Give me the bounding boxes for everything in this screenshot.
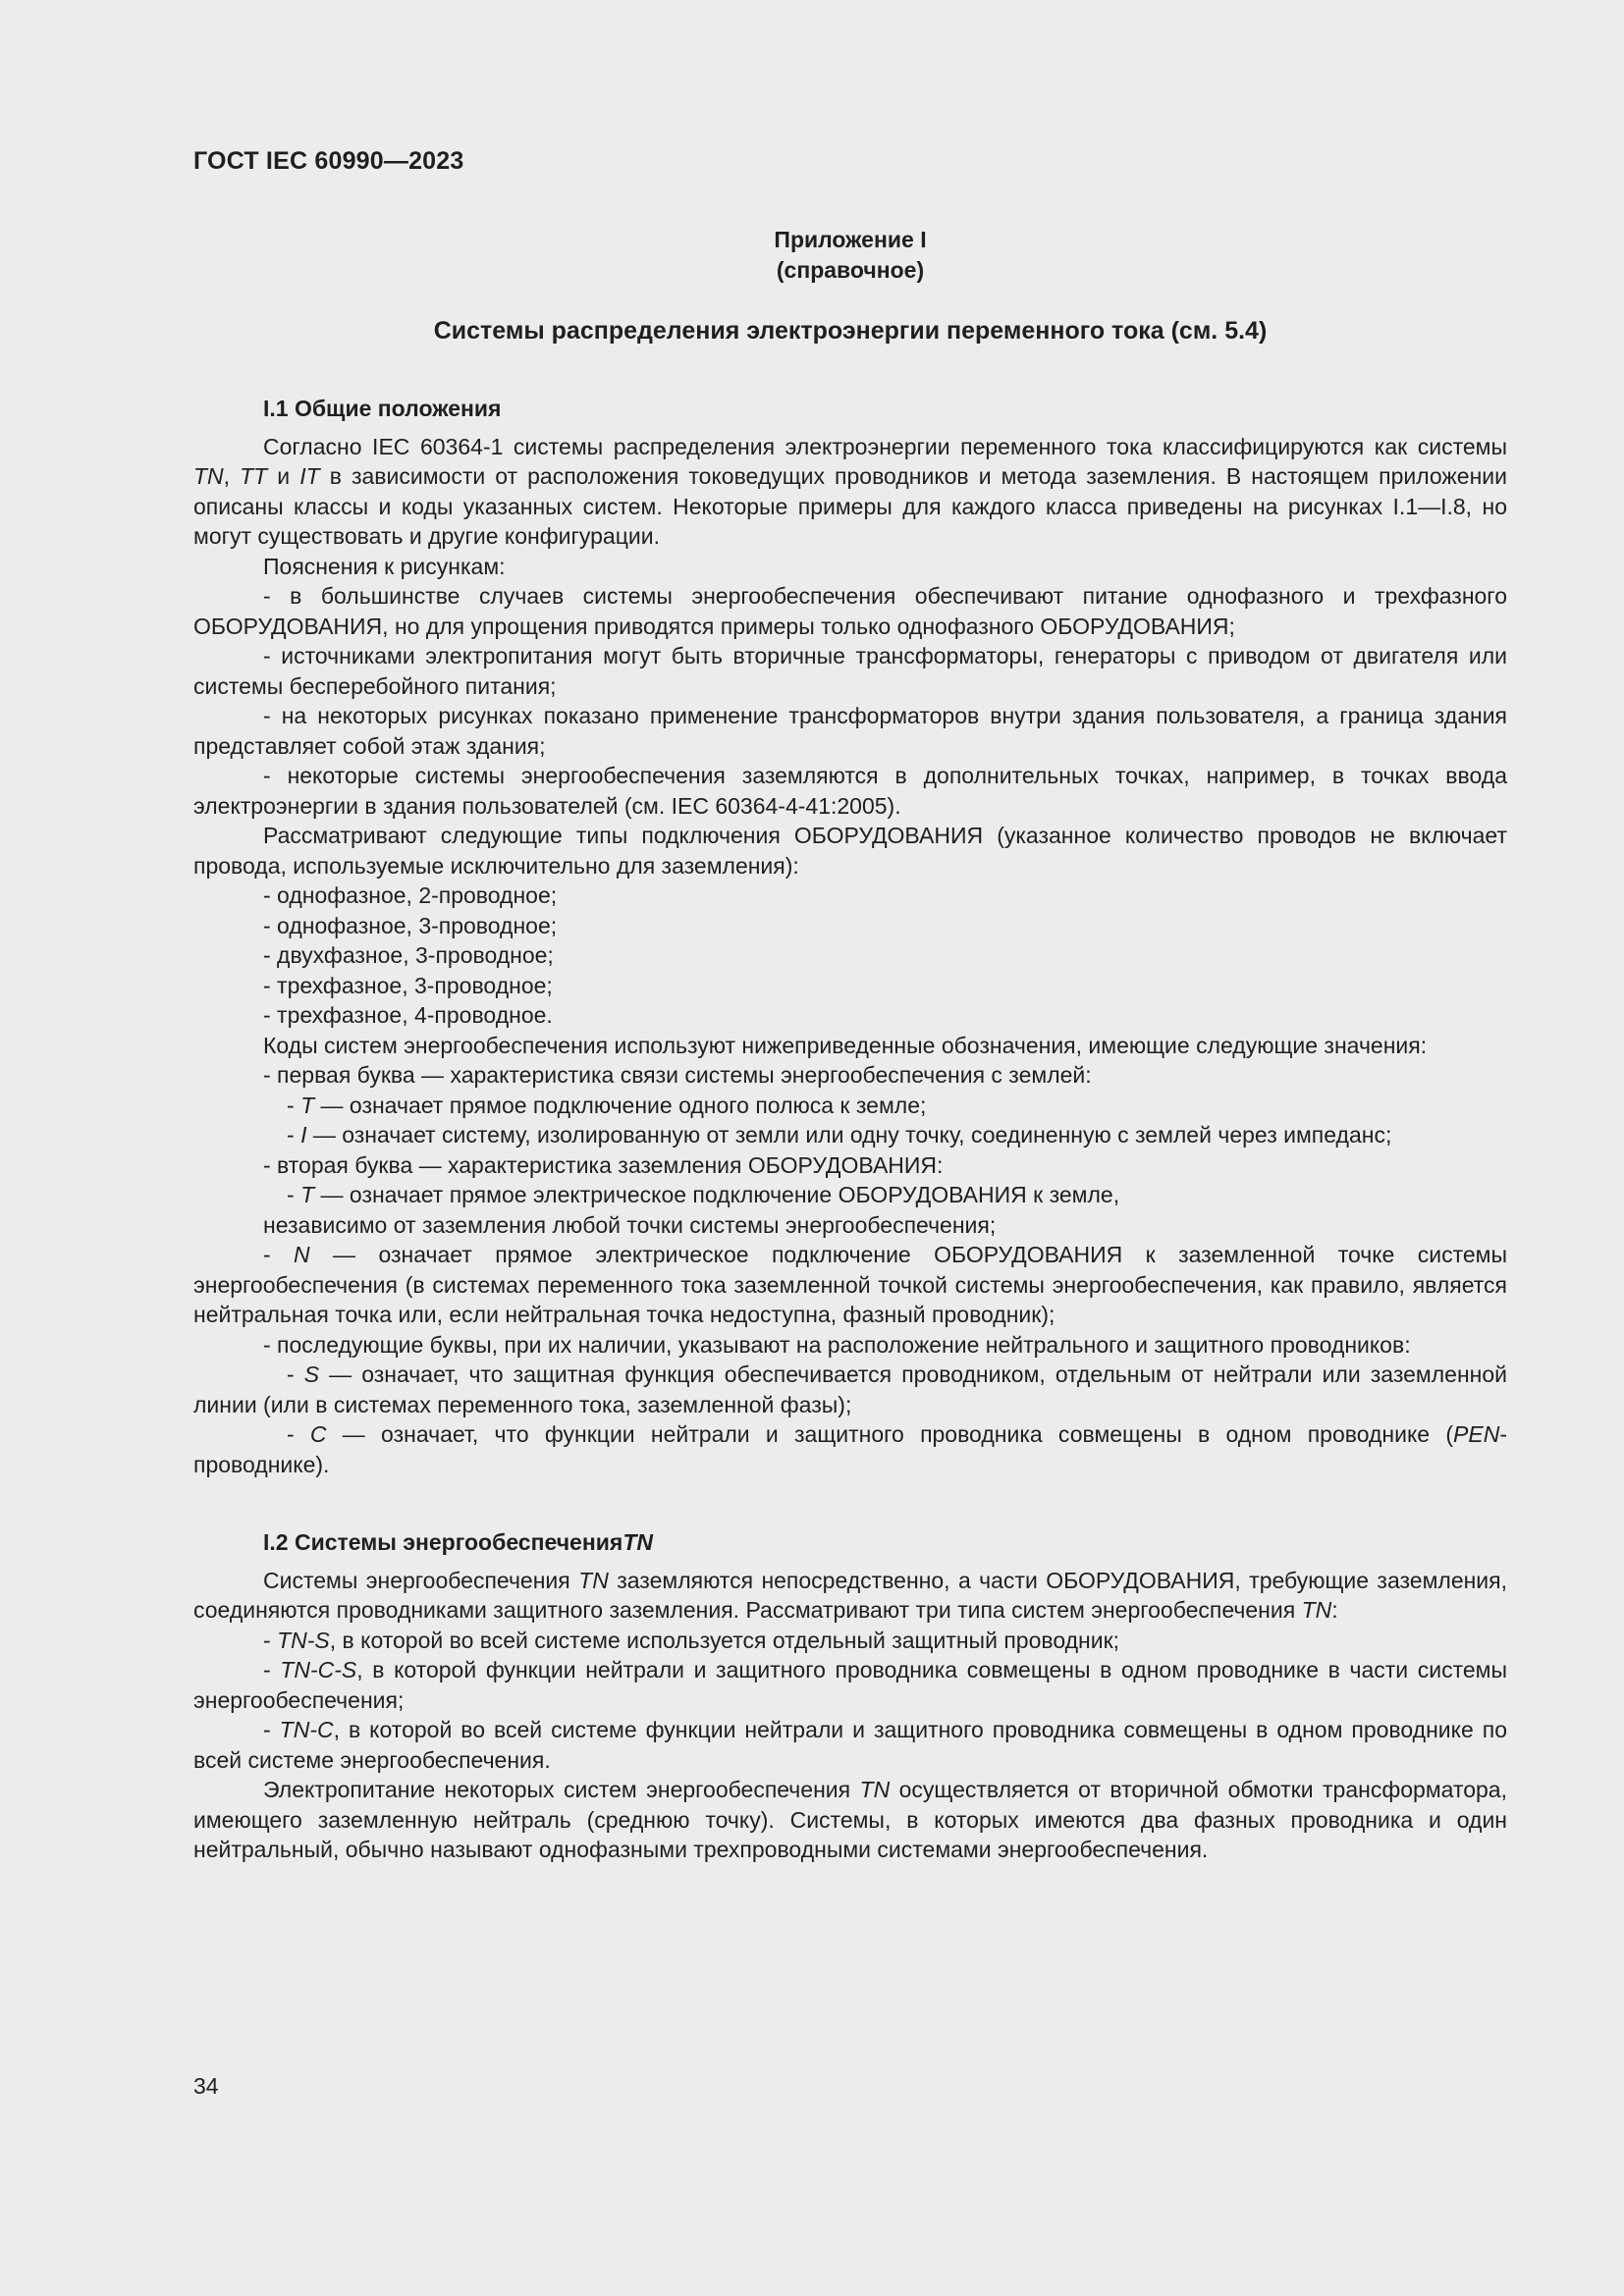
list-item: - C — означает, что функции нейтрали и защитного проводника совмещены в одном проводнике (PEN-проводнике). (193, 1421, 1507, 1477)
list-item: - некоторые системы энергообеспечения заземляются в дополнительных точках, например, в точках ввода электроэнергии в здания пользователей (см. IEC 60364-4-41:2005). (193, 763, 1507, 819)
paragraph: Системы энергообеспечения TN заземляются непосредственно, а части ОБОРУДОВАНИЯ, требующие заземления, соединяются проводниками защитного заземления. Рассматривают три типа систем энергообеспечения TN: (193, 1567, 1507, 1623)
list-item: - T — означает прямое подключение одного полюса к земле; (287, 1092, 927, 1118)
annex-title: Системы распределения электроэнергии переменного тока (см. 5.4) (433, 317, 1268, 345)
paragraph: Согласно IEC 60364-1 системы распределения электроэнергии переменного тока классифицируются как системы TN, TT и IT в зависимости от расположения токоведущих проводников и метода заземления. В настоящем приложении описаны классы и коды указанных систем. Некоторые примеры для каждого класса приведены на рисунках I.1—I.8, но могут существовать и другие конфигурации. (193, 433, 1507, 549)
list-item: - TN-C-S, в которой функции нейтрали и защитного проводника совмещены в одном проводнике в части системы энергообеспечения; (193, 1657, 1507, 1713)
list-item: - S — означает, что защитная функция обеспечивается проводником, отдельным от нейтрали или заземленной линии (или в системах переменного тока, заземленной фазы); (193, 1362, 1507, 1417)
list-item: - первая буква — характеристика связи системы энергообеспечения с землей: (263, 1062, 1092, 1088)
section-heading: I.1 Общие положения (263, 396, 502, 421)
list-item: - I — означает систему, изолированную от земли или одну точку, соединенную с землей через импеданс; (287, 1122, 1392, 1148)
list-item: - в большинстве случаев системы энергообеспечения обеспечивают питание однофазного и трехфазного ОБОРУДОВАНИЯ, но для упрощения приводятся примеры только однофазного ОБОРУДОВАНИЯ; (193, 583, 1507, 639)
list-item: - на некоторых рисунках показано применение трансформаторов внутри здания пользователя, а граница здания представляет собой этаж здания; (193, 703, 1507, 759)
list-item: - трехфазное, 3-проводное; (263, 972, 553, 998)
list-item: - TN-S, в которой во всей системе используется отдельный защитный проводник; (263, 1627, 1120, 1653)
paragraph: Коды систем энергообеспечения используют нижеприведенные обозначения, имеющие следующие значения: (263, 1032, 1428, 1058)
list-item: - однофазное, 3-проводное; (263, 912, 558, 938)
list-item: - двухфазное, 3-проводное; (263, 942, 554, 968)
paragraph: Электропитание некоторых систем энергообеспечения TN осуществляется от вторичной обмотки трансформатора, имеющего заземленную нейтраль (среднюю точку). Системы, в которых имеются два фазных проводника и один нейтральный, обычно называют однофазными трехпроводными системами энергообеспечения. (193, 1777, 1507, 1862)
paragraph: Пояснения к рисункам: (263, 553, 506, 579)
section-heading: I.2 Системы энергообеспеченияTN (263, 1529, 653, 1555)
list-item: - последующие буквы, при их наличии, указывают на расположение нейтрального и защитного проводников: (263, 1331, 1411, 1358)
list-item: - T — означает прямое электрическое подключение ОБОРУДОВАНИЯ к земле, (287, 1182, 1120, 1207)
annex-label: Приложение I (774, 227, 927, 252)
annex-status: (справочное) (776, 257, 925, 283)
list-item: - источниками электропитания могут быть вторичные трансформаторы, генераторы с приводом от двигателя или системы бесперебойного питания; (193, 643, 1507, 699)
page-number: 34 (193, 2073, 219, 2099)
list-item: независимо от заземления любой точки системы энергообеспечения; (263, 1211, 997, 1238)
section-tn-systems (193, 1527, 1507, 1865)
paragraph: Рассматривают следующие типы подключения ОБОРУДОВАНИЯ (указанное количество проводов не включает провода, используемые исключительно для заземления): (193, 823, 1507, 879)
document-header: ГОСТ IEC 60990—2023 (193, 147, 464, 175)
list-item: - однофазное, 2-проводное; (263, 882, 558, 908)
list-item: - N — означает прямое электрическое подключение ОБОРУДОВАНИЯ к заземленной точке системы энергообеспечения (в системах переменного тока заземленной точкой системы энергообеспечения, как правило, является нейтральная точка или, если нейтральная точка недоступна, фазный проводник); (193, 1242, 1507, 1327)
annex-heading (193, 225, 1507, 286)
list-item: - трехфазное, 4-проводное. (263, 1002, 553, 1028)
list-item: - TN-C, в которой во всей системе функции нейтрали и защитного проводника совмещены в одном проводнике по всей системе энергообеспечения. (193, 1717, 1507, 1773)
list-item: - вторая буква — характеристика заземления ОБОРУДОВАНИЯ: (263, 1151, 944, 1178)
section-general (193, 394, 1507, 1479)
